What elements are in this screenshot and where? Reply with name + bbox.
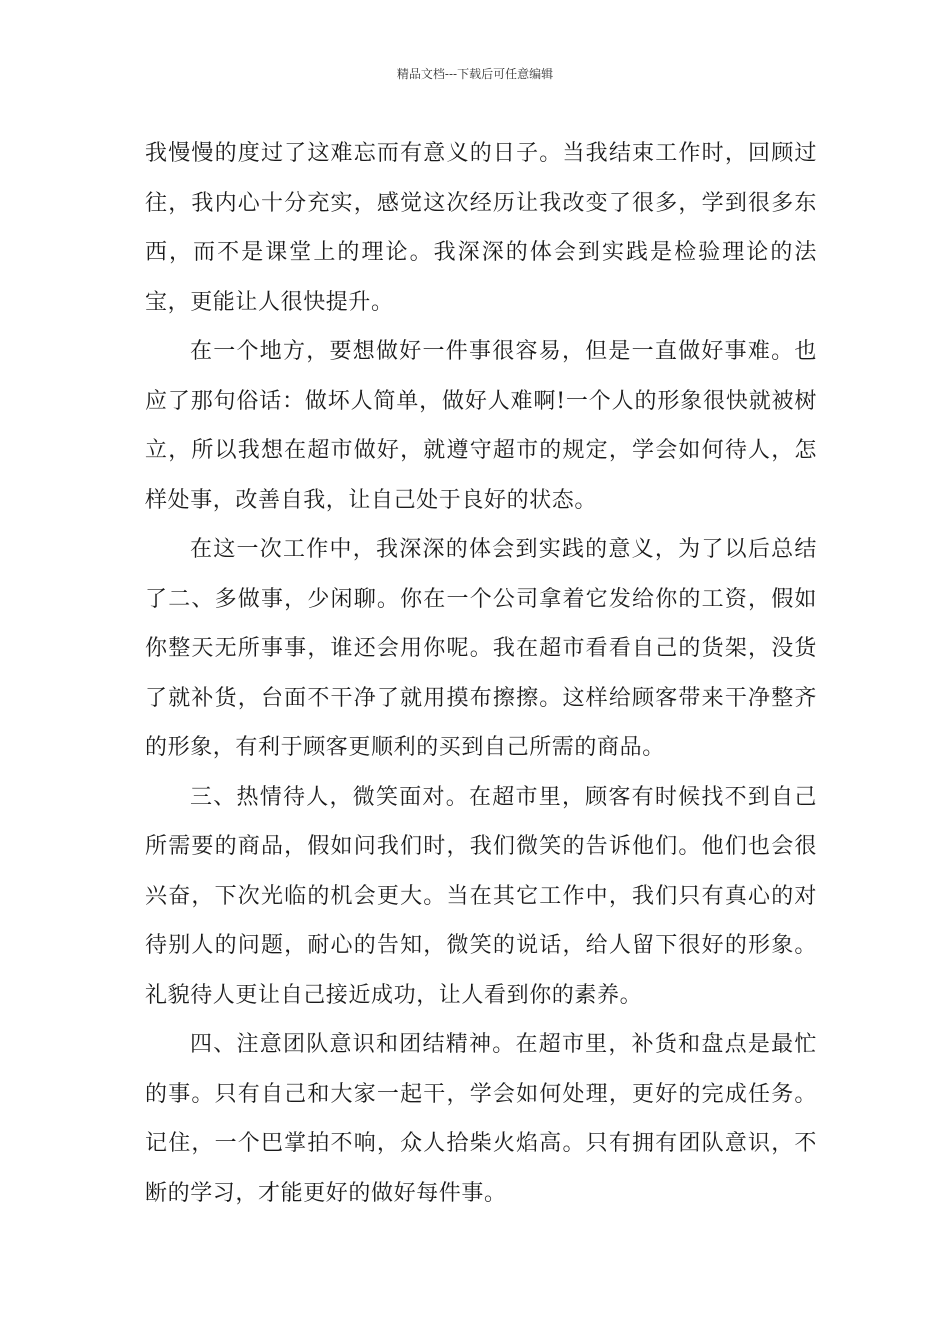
page-header: 精品文档---下载后可任意编辑 — [396, 67, 554, 81]
paragraph: 在一个地方，要想做好一件事很容易，但是一直做好事难。也应了那句俗话：做坏人简单，做好人难啊!一个人的形象很快就被树立，所以我想在超市做好，就遵守超市的规定，学会如何待人，怎样处事，改善自我，让自己处于良好的状态。 — [145, 339, 817, 513]
paragraph: 三、热情待人，微笑面对。在超市里，顾客有时候找不到自己所需要的商品，假如问我们时，我们微笑的告诉他们。他们也会很兴奋，下次光临的机会更大。当在其它工作中，我们只有真心的对待别人的问题，耐心的告知，微笑的说话，给人留下很好的形象。礼貌待人更让自己接近成功，让人看到你的素养。 — [145, 784, 817, 1008]
paragraph: 在这一次工作中，我深深的体会到实践的意义，为了以后总结了二、多做事，少闲聊。你在一个公司拿着它发给你的工资，假如你整天无所事事，谁还会用你呢。我在超市看看自己的货架，没货了就补货，台面不干净了就用摸布擦擦。这样给顾客带来干净整齐的形象，有利于顾客更顺利的买到自己所需的商品。 — [145, 537, 817, 760]
paragraph: 四、注意团队意识和团结精神。在超市里，补货和盘点是最忙的事。只有自己和大家一起干，学会如何处理，更好的完成任务。记住，一个巴掌拍不响，众人拾柴火焰高。只有拥有团队意识，不断的学习，才能更好的做好每件事。 — [145, 1032, 817, 1206]
document-body — [145, 129, 817, 1218]
paragraph: 我慢慢的度过了这难忘而有意义的日子。当我结束工作时，回顾过往，我内心十分充实，感觉这次经历让我改变了很多，学到很多东西，而不是课堂上的理论。我深深的体会到实践是检验理论的法宝，更能让人很快提升。 — [145, 141, 817, 315]
